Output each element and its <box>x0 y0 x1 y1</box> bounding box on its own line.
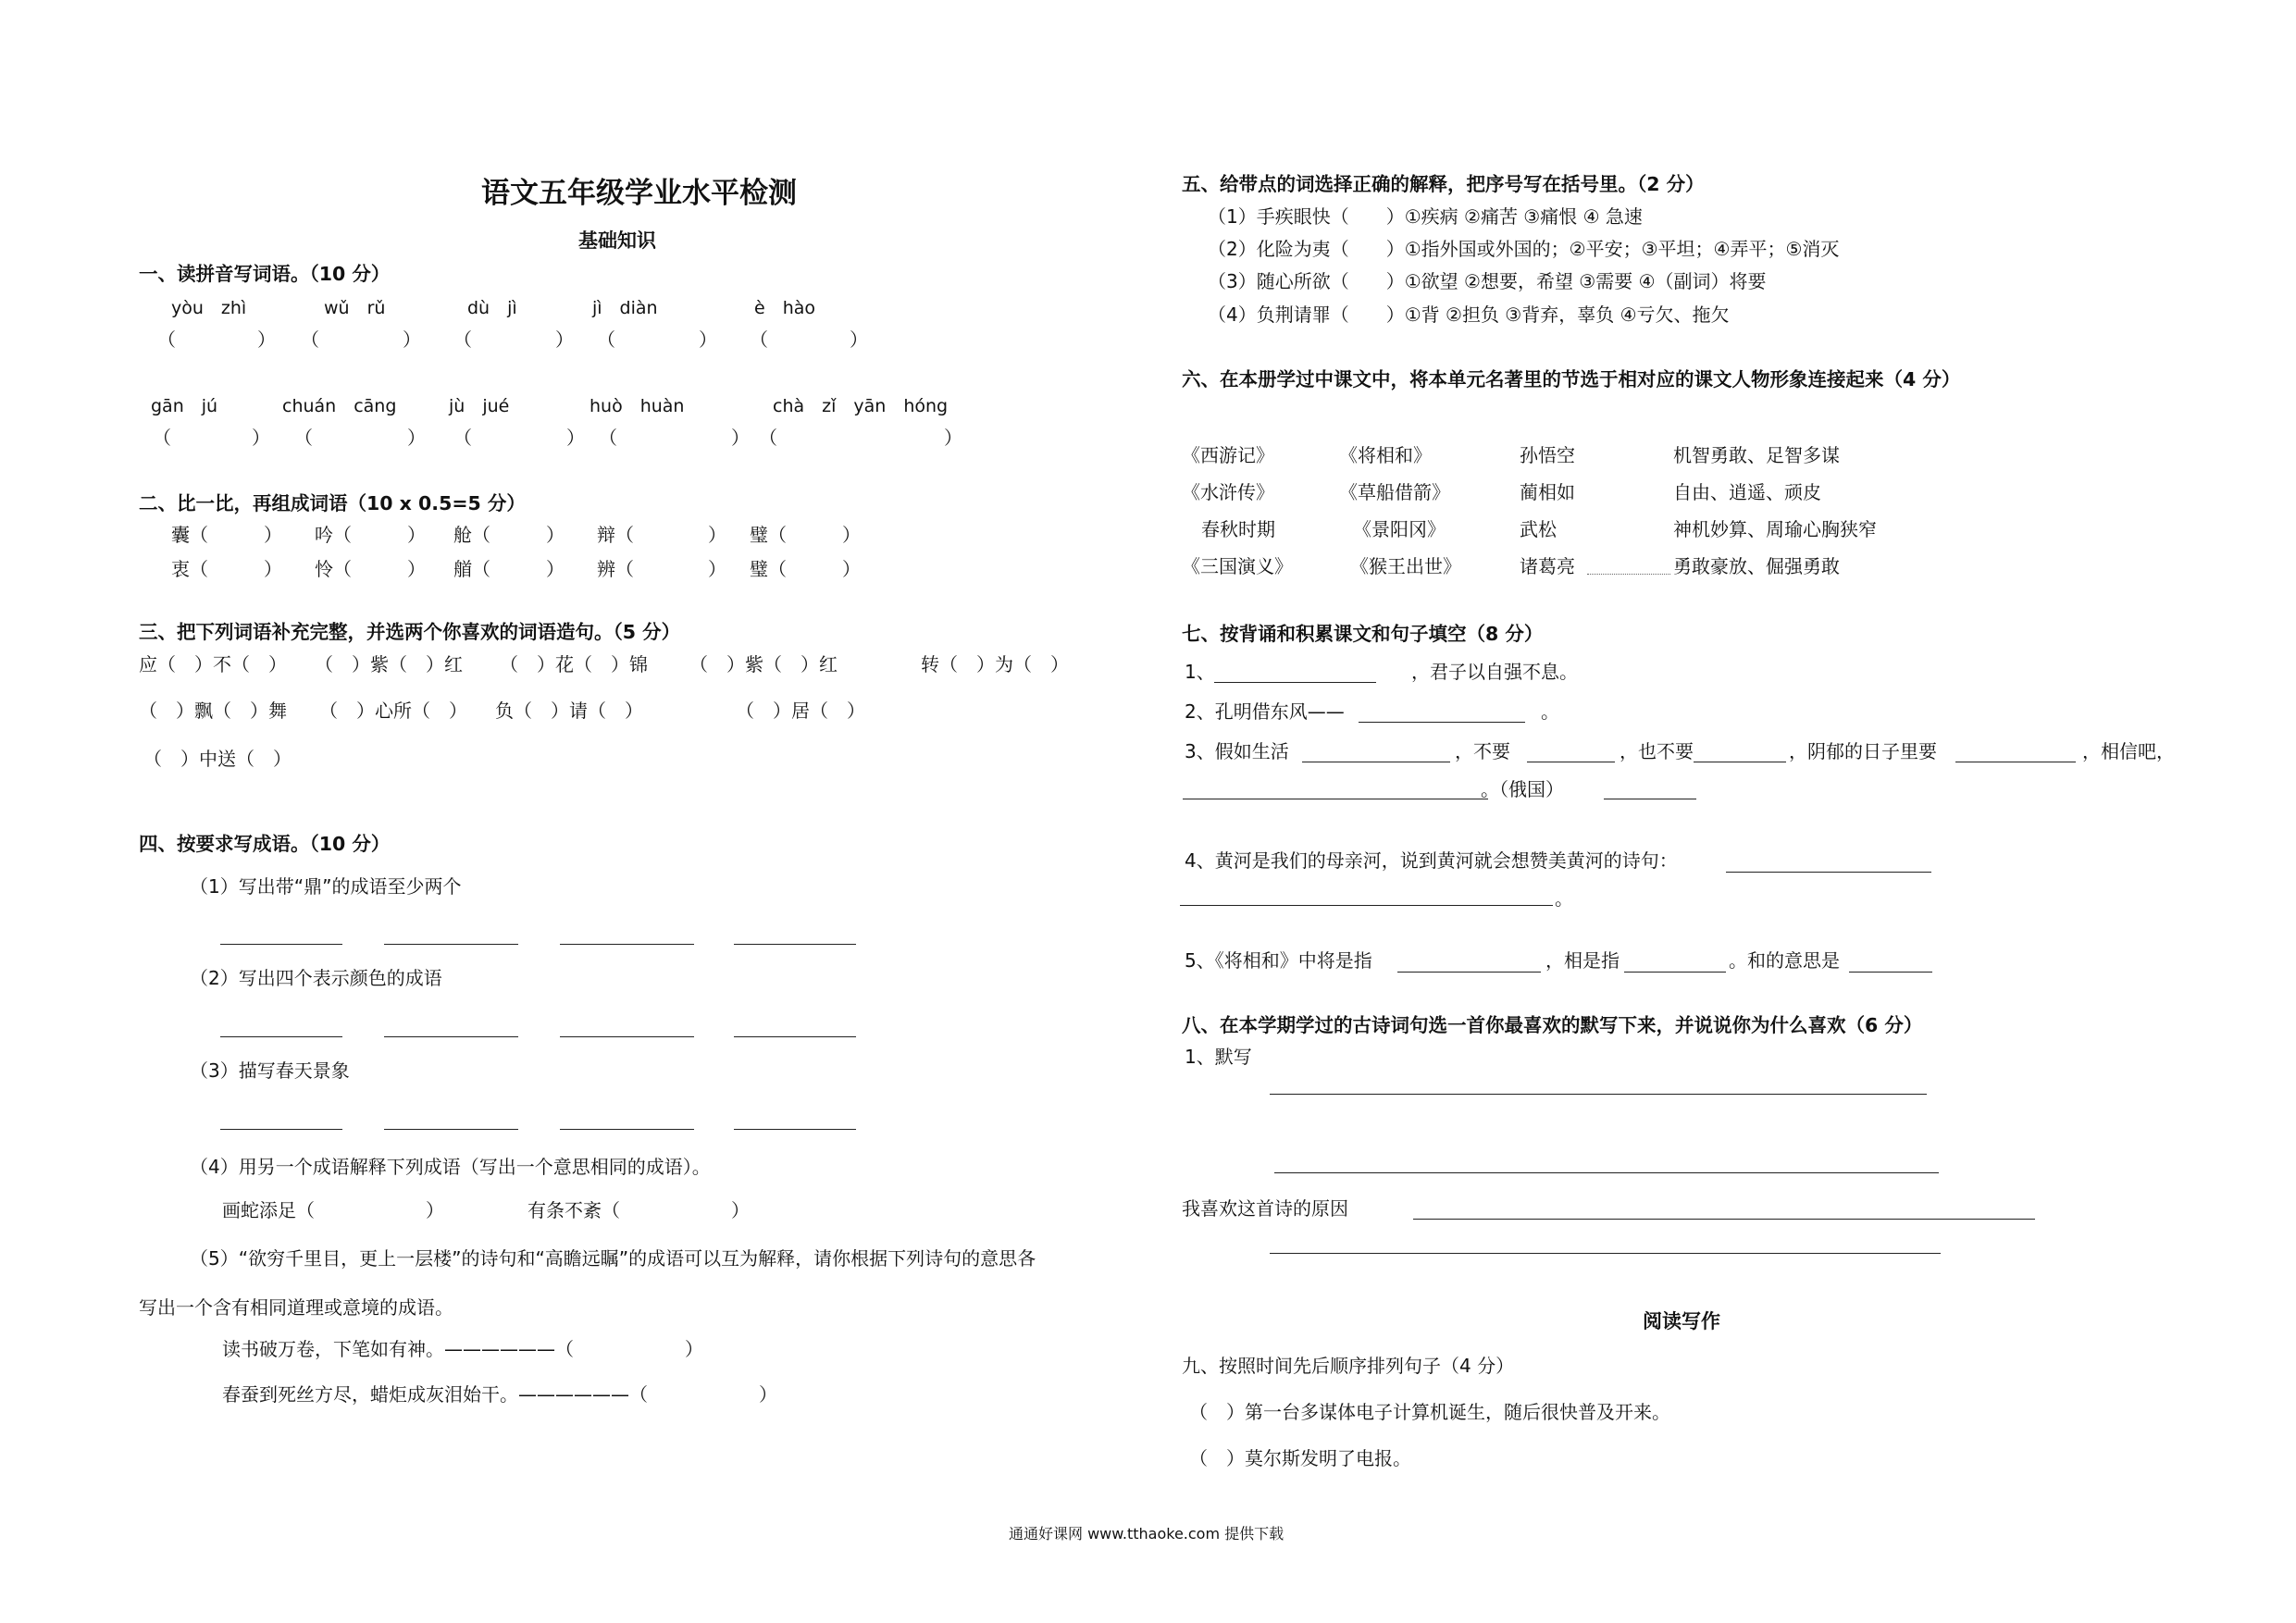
character-trait[interactable]: 自由、逍遥、顽皮 <box>1673 481 1821 503</box>
q4-heading: 四、按要求写成语。（10 分） <box>139 833 391 855</box>
answer-paren-open[interactable]: （ <box>597 328 615 351</box>
q4-item-4: （4）用另一个成语解释下列成语（写出一个意思相同的成语）。 <box>190 1156 711 1178</box>
pinyin-1-2: wǔ rǔ <box>324 298 386 318</box>
answer-paren-close: ） <box>252 427 270 449</box>
q2-item[interactable]: 辨（ ） <box>597 558 726 580</box>
pinyin-2-4: huò huàn <box>590 396 685 416</box>
q6-heading: 六、在本册学过中课文中，将本单元名著里的节选于相对应的课文人物形象连接起来（4 分） <box>1182 368 1961 390</box>
q4-poem-2[interactable]: 春蚕到死丝方尽，蜡炬成灰泪始干。——————（ ） <box>222 1383 777 1406</box>
q4-item-4b[interactable]: 有条不紊（ ） <box>527 1199 750 1221</box>
q7-s4-text: 4、黄河是我们的母亲河，说到黄河就会想赞美黄河的诗句： <box>1185 849 1678 872</box>
answer-line[interactable] <box>1624 972 1726 973</box>
answer-line[interactable] <box>384 1036 518 1037</box>
answer-paren-close: ） <box>257 328 276 351</box>
character-trait[interactable]: 勇敢豪放、倔强勇敢 <box>1673 555 1840 577</box>
answer-paren-close: ） <box>566 427 585 449</box>
character-trait[interactable]: 机智勇敢、足智多谋 <box>1673 444 1840 466</box>
q7-s1-text: ，君子以自强不息。 <box>1411 661 1578 683</box>
answer-paren-close: ） <box>944 427 962 449</box>
answer-line[interactable] <box>1359 722 1525 723</box>
q3-item[interactable]: 负（ ）请（ ） <box>495 700 643 722</box>
answer-paren-close: ） <box>407 427 426 449</box>
answer-line[interactable] <box>1397 972 1541 973</box>
answer-line[interactable] <box>734 944 856 945</box>
answer-line[interactable] <box>1726 872 1931 873</box>
answer-paren-open[interactable]: （ <box>153 427 171 449</box>
answer-paren-open[interactable]: （ <box>294 427 313 449</box>
answer-paren-open[interactable]: （ <box>301 328 319 351</box>
q2-item[interactable]: 衷（ ） <box>171 558 282 580</box>
q7-s3-d: ，阴郁的日子里要 <box>1789 740 1937 762</box>
lesson-title[interactable]: 《将相和》 <box>1339 444 1432 466</box>
q3-item[interactable]: 转（ ）为（ ） <box>921 653 1069 675</box>
q7-s5-a: 5、《将相和》中将是指 <box>1185 949 1372 972</box>
q2-item[interactable]: 怜（ ） <box>315 558 426 580</box>
q3-item[interactable]: （ ）中送（ ） <box>143 748 292 770</box>
book-title[interactable]: 《三国演义》 <box>1182 555 1293 577</box>
answer-paren-open[interactable]: （ <box>453 427 472 449</box>
q7-heading: 七、按背诵和积累课文和句子填空（8 分） <box>1182 623 1544 645</box>
q3-item[interactable]: （ ）紫（ ）红 <box>315 653 463 675</box>
q7-s3-c: ，也不要 <box>1620 740 1694 762</box>
part2-heading: 阅读写作 <box>1643 1310 1720 1332</box>
lesson-title[interactable]: 《猴王出世》 <box>1350 555 1461 577</box>
footer-credit: 通通好课网 www.tthaoke.com 提供下载 <box>1009 1525 1285 1542</box>
answer-line[interactable] <box>220 1036 342 1037</box>
q3-item[interactable]: （ ）紫（ ）红 <box>689 653 838 675</box>
q4-poem-1[interactable]: 读书破万卷，下笔如有神。——————（ ） <box>222 1338 703 1360</box>
answer-line[interactable] <box>384 1129 518 1130</box>
answer-paren-open[interactable]: （ <box>157 328 176 351</box>
q7-s5-b: ，相是指 <box>1545 949 1620 972</box>
answer-line[interactable] <box>1270 1094 1927 1095</box>
q2-item[interactable]: 吟（ ） <box>315 524 426 546</box>
answer-paren-open[interactable]: （ <box>759 427 777 449</box>
q9-heading: 九、按照时间先后顺序排列句子（4 分） <box>1182 1355 1515 1377</box>
answer-line[interactable] <box>1270 1253 1941 1254</box>
answer-line[interactable] <box>1413 1219 2035 1220</box>
q2-item[interactable]: 囊（ ） <box>171 524 282 546</box>
q9-item[interactable]: （ ）第一台多谋体电子计算机诞生，随后很快普及开来。 <box>1189 1401 1670 1423</box>
character-name[interactable]: 武松 <box>1520 518 1557 540</box>
lesson-title[interactable]: 《景阳冈》 <box>1353 518 1446 540</box>
q2-item[interactable]: 璧（ ） <box>750 558 861 580</box>
character-name[interactable]: 蔺相如 <box>1520 481 1575 503</box>
q7-s3-b: ，不要 <box>1455 740 1510 762</box>
q4-item-1: （1）写出带“鼎”的成语至少两个 <box>190 875 462 898</box>
q5-item[interactable]: （2）化险为夷（ ）①指外国或外国的；②平安；③平坦；④弄平；⑤消灭 <box>1208 238 1840 260</box>
answer-line[interactable] <box>734 1129 856 1130</box>
answer-paren-close: ） <box>403 328 421 351</box>
answer-paren-open[interactable]: （ <box>750 328 768 351</box>
q7-s3-e: ，相信吧， <box>2082 740 2175 762</box>
q4-item-5-line1: （5）“欲穷千里目，更上一层楼”的诗句和“高瞻远瞩”的成语可以互为解释，请你根据下列诗句的意思各 <box>190 1247 1036 1270</box>
q1-heading: 一、读拼音写词语。（10 分） <box>139 263 391 285</box>
character-name[interactable]: 诸葛亮 <box>1520 555 1575 577</box>
answer-line[interactable] <box>220 1129 342 1130</box>
q3-item[interactable]: 应（ ）不（ ） <box>139 653 287 675</box>
character-trait[interactable]: 神机妙算、周瑜心胸狭窄 <box>1673 518 1877 540</box>
q2-item[interactable]: 辩（ ） <box>597 524 726 546</box>
q4-item-4a[interactable]: 画蛇添足（ ） <box>222 1199 444 1221</box>
q5-item[interactable]: （4）负荆请罪（ ）①背 ②担负 ③背弃，辜负 ④亏欠、拖欠 <box>1208 304 1730 326</box>
answer-line[interactable] <box>1274 1172 1939 1173</box>
q4-item-2: （2）写出四个表示颜色的成语 <box>190 967 442 989</box>
q7-s2-text: 2、孔明借东风—— <box>1185 700 1345 723</box>
answer-paren-open[interactable]: （ <box>599 427 617 449</box>
answer-line[interactable] <box>1180 905 1553 906</box>
q7-s2-end: 。 <box>1541 700 1559 723</box>
q3-item[interactable]: （ ）心所（ ） <box>319 700 467 722</box>
q5-item[interactable]: （3）随心所欲（ ）①欲望 ②想要，希望 ③需要 ④（副词）将要 <box>1208 270 1767 292</box>
q7-s5-c: 。和的意思是 <box>1729 949 1840 972</box>
pinyin-2-2: chuán cāng <box>282 396 397 416</box>
q9-item[interactable]: （ ）莫尔斯发明了电报。 <box>1189 1447 1411 1469</box>
connector-dots <box>1587 574 1670 575</box>
pinyin-2-1: gān jú <box>151 396 218 416</box>
q5-item[interactable]: （1）手疾眼快（ ）①疾病 ②痛苦 ③痛恨 ④ 急速 <box>1208 205 1643 228</box>
character-name[interactable]: 孙悟空 <box>1520 444 1575 466</box>
book-title[interactable]: 《西游记》 <box>1182 444 1274 466</box>
answer-paren-close: ） <box>731 427 750 449</box>
q3-heading: 三、把下列词语补充完整，并选两个你喜欢的词语造句。（5 分） <box>139 621 681 643</box>
answer-line[interactable] <box>1214 682 1376 683</box>
pinyin-2-5: chà zǐ yān hóng <box>773 396 949 416</box>
pinyin-1-4: jì diàn <box>592 298 658 318</box>
q2-item[interactable]: 艏（ ） <box>453 558 565 580</box>
q7-s4-end: 。 <box>1555 887 1573 910</box>
q7-s3-f: 。（俄国） <box>1481 778 1564 800</box>
q8-item-1: 1、默写 <box>1185 1046 1252 1068</box>
q7-s1-num: 1、 <box>1185 661 1215 683</box>
answer-line[interactable] <box>560 1036 694 1037</box>
pinyin-1-1: yòu zhì <box>171 298 247 318</box>
book-title[interactable]: 《水浒传》 <box>1182 481 1274 503</box>
q3-item[interactable]: （ ）居（ ） <box>736 700 865 722</box>
answer-paren-close: ） <box>850 328 868 351</box>
book-title[interactable]: 春秋时期 <box>1201 518 1275 540</box>
q4-item-5-line2: 写出一个含有相同道理或意境的成语。 <box>139 1296 453 1319</box>
answer-paren-close: ） <box>699 328 717 351</box>
page-title: 语文五年级学业水平检测 <box>481 177 797 210</box>
q3-item[interactable]: （ ）花（ ）锦 <box>500 653 648 675</box>
pinyin-2-3: jù jué <box>449 396 510 416</box>
answer-line[interactable] <box>220 944 342 945</box>
answer-line[interactable] <box>384 944 518 945</box>
answer-line[interactable] <box>734 1036 856 1037</box>
q3-item[interactable]: （ ）飘（ ）舞 <box>139 700 287 722</box>
lesson-title[interactable]: 《草船借箭》 <box>1339 481 1450 503</box>
pinyin-1-3: dù jì <box>467 298 517 318</box>
q2-heading: 二、比一比，再组成词语（10 x 0.5=5 分） <box>139 492 526 514</box>
q4-item-3: （3）描写春天景象 <box>190 1059 350 1082</box>
q8-reason: 我喜欢这首诗的原因 <box>1182 1197 1348 1220</box>
q5-heading: 五、给带点的词选择正确的解释，把序号写在括号里。（2 分） <box>1182 173 1705 195</box>
part1-heading: 基础知识 <box>578 229 656 252</box>
answer-line[interactable] <box>560 944 694 945</box>
q2-item[interactable]: 璧（ ） <box>750 524 861 546</box>
answer-line[interactable] <box>560 1129 694 1130</box>
q7-s3-a: 3、假如生活 <box>1185 740 1289 762</box>
answer-paren-close: ） <box>555 328 574 351</box>
answer-line[interactable] <box>1849 972 1932 973</box>
pinyin-1-5: è hào <box>754 298 815 318</box>
answer-paren-open[interactable]: （ <box>453 328 472 351</box>
q8-heading: 八、在本学期学过的古诗词句选一首你最喜欢的默写下来，并说说你为什么喜欢（6 分） <box>1182 1014 1923 1036</box>
q2-item[interactable]: 舱（ ） <box>453 524 565 546</box>
